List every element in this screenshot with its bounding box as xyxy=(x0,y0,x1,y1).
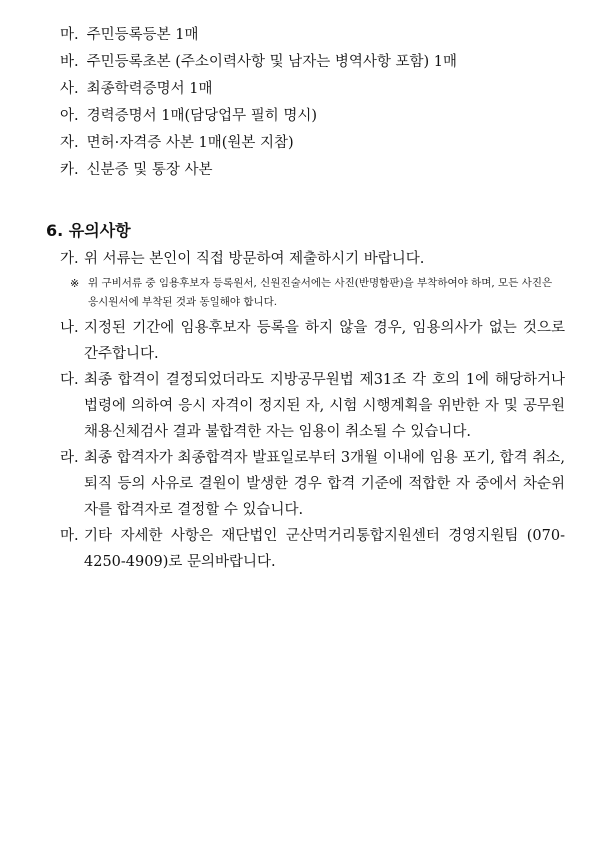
note-item xyxy=(60,523,565,575)
sub-note-marker: ※ xyxy=(70,277,80,290)
item-marker: 자. xyxy=(60,135,79,151)
note-text: 최종 합격이 결정되었더라도 지방공무원법 제31조 각 호의 1에 해당하거나 법령에 의하여 응시 자격이 정지된 자, 시험 시행계획을 위반한 자 및 공무원 채용신체검사 결과 불합격한 자는 임용이 취소될 수 있습니다. xyxy=(84,372,565,440)
note-text: 위 서류는 본인이 직접 방문하여 제출하시기 바랍니다. xyxy=(84,251,425,267)
item-marker: 바. xyxy=(60,54,79,70)
note-text: 지정된 기간에 임용후보자 등록을 하지 않을 경우, 임용의사가 없는 것으로 간주합니다. xyxy=(84,320,565,362)
item-text: 면허·자격증 사본 1매(원본 지참) xyxy=(86,135,294,151)
required-documents-list xyxy=(60,22,560,184)
document-item xyxy=(60,130,560,157)
note-text: 최종 합격자가 최종합격자 발표일로부터 3개월 이내에 임용 포기, 합격 취소, 퇴직 등의 사유로 결원이 발생한 경우 합격 기준에 적합한 자 중에서 차순위자를 합격자로 결정할 수 있습니다. xyxy=(84,450,565,518)
document-item xyxy=(60,22,560,49)
note-marker: 다. xyxy=(60,372,79,388)
document-item xyxy=(60,103,560,130)
item-marker: 사. xyxy=(60,81,79,97)
item-text: 주민등록초본 (주소이력사항 및 남자는 병역사항 포함) 1매 xyxy=(86,54,457,70)
note-marker: 마. xyxy=(60,528,79,544)
item-text: 최종학력증명서 1매 xyxy=(86,81,213,97)
note-marker: 나. xyxy=(60,320,79,336)
document-item xyxy=(60,157,560,184)
note-item xyxy=(60,315,565,367)
item-text: 경력증명서 1매(담당업무 필히 명시) xyxy=(86,108,318,124)
document-item xyxy=(60,49,560,76)
item-text: 신분증 및 통장 사본 xyxy=(86,162,213,178)
note-item xyxy=(60,367,565,445)
note-text: 기타 자세한 사항은 재단법인 군산먹거리통합지원센터 경영지원팀 (070-4250-4909)로 문의바랍니다. xyxy=(84,528,565,570)
section-title: 6. 유의사항 xyxy=(46,221,131,240)
note-item xyxy=(60,445,565,523)
item-marker: 마. xyxy=(60,27,79,43)
sub-note-text: 위 구비서류 중 임용후보자 등록원서, 신원진술서에는 사진(반명함판)을 부착하여야 하며, 모든 사진은 응시원서에 부착된 것과 동일해야 합니다. xyxy=(88,277,553,308)
note-item xyxy=(60,246,565,272)
item-text: 주민등록등본 1매 xyxy=(86,27,199,43)
item-marker: 아. xyxy=(60,108,79,124)
item-marker: 카. xyxy=(60,162,79,178)
notes-list xyxy=(60,246,565,575)
sub-note xyxy=(70,274,565,312)
document-item xyxy=(60,76,560,103)
note-marker: 가. xyxy=(60,251,79,267)
note-marker: 라. xyxy=(60,450,79,466)
